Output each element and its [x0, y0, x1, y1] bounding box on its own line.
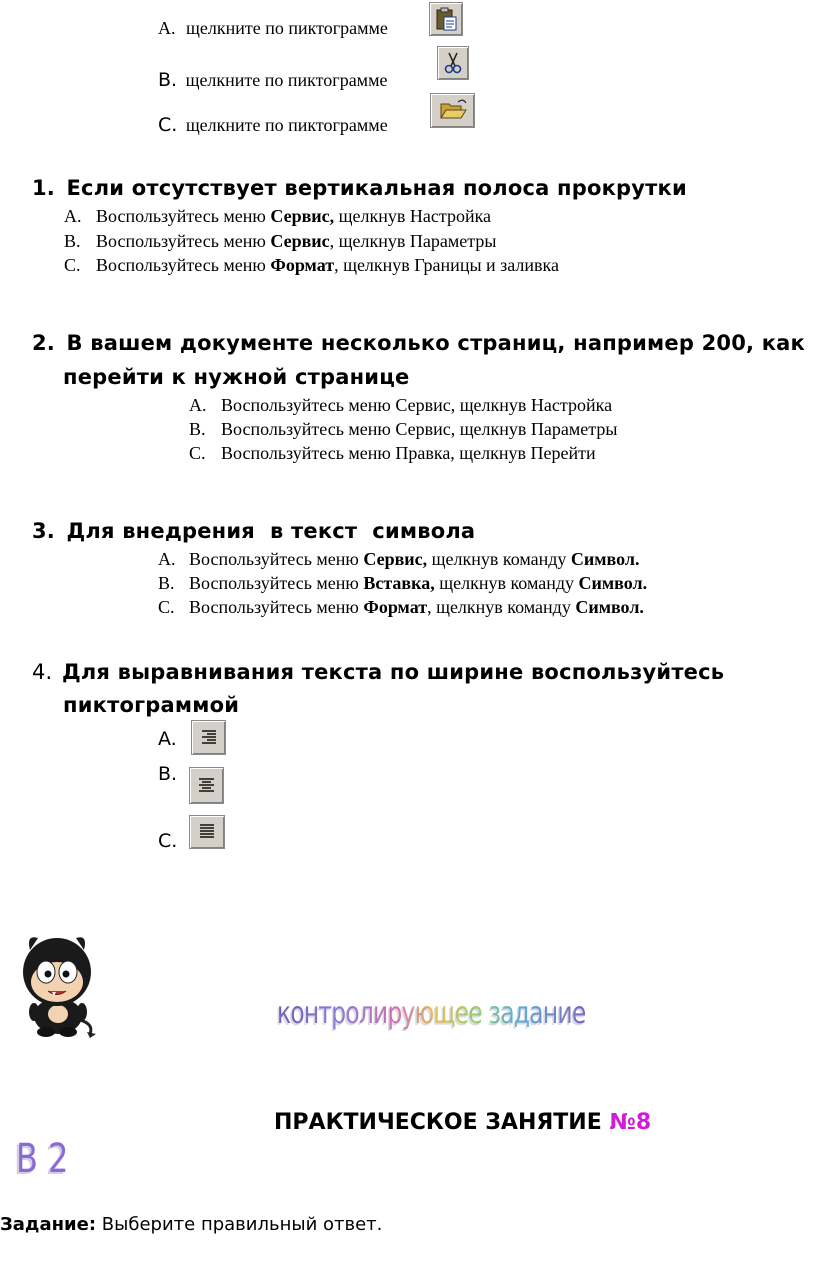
- option-letter: A.: [158, 549, 176, 569]
- option-letter: B.: [64, 231, 81, 251]
- question-text: Если отсутствует вертикальная полоса прокрутки: [66, 176, 687, 200]
- option-text: щелкните по пиктограмме: [185, 70, 388, 90]
- q1-option-a: [64, 204, 491, 228]
- practice-title: [274, 1110, 651, 1135]
- q1-option-b: [64, 229, 496, 253]
- q1-option-c: [64, 253, 559, 277]
- question-text: перейти к нужной странице: [63, 365, 410, 389]
- question-number: 4.: [32, 660, 53, 684]
- option-text: , щелкнув Параметры: [329, 231, 497, 251]
- top-option-a: [158, 16, 388, 40]
- q4-option-a-letter: A.: [158, 728, 177, 750]
- task-label: Задание:: [0, 1214, 97, 1235]
- option-bold: Сервис: [270, 231, 330, 251]
- align-center-icon: [189, 767, 224, 804]
- devil-mascot-image: [10, 928, 102, 1040]
- task-text: Выберите правильный ответ.: [96, 1214, 383, 1235]
- q3-option-c: [158, 595, 644, 619]
- paste-icon: [429, 2, 463, 36]
- practice-number: №8: [609, 1110, 652, 1135]
- variant-label: [16, 1136, 68, 1182]
- option-text: , щелкнув команду: [427, 597, 576, 617]
- option-text: Воспользуйтесь меню: [96, 255, 271, 275]
- question-number: 1.: [32, 176, 55, 200]
- option-bold: Формат: [270, 255, 335, 275]
- q4-option-b-letter: B.: [158, 763, 178, 785]
- option-text: щелкните по пиктограмме: [185, 115, 388, 135]
- option-letter: B.: [189, 419, 206, 439]
- option-bold: Сервис,: [270, 206, 335, 226]
- align-justify-icon: [189, 815, 225, 849]
- option-letter: C.: [64, 255, 81, 275]
- wordart-text: контролирующее задание: [277, 996, 586, 1031]
- option-text: Воспользуйтесь меню: [189, 573, 364, 593]
- top-option-b: [158, 68, 387, 92]
- option-text: щелкнув команду: [434, 573, 579, 593]
- question-2-line2: [63, 360, 409, 394]
- option-letter: C.: [158, 114, 178, 136]
- question-number: 2.: [32, 331, 55, 355]
- option-text: Воспользуйтесь меню: [96, 231, 271, 251]
- q3-option-b: [158, 571, 647, 595]
- question-4: [32, 655, 724, 689]
- q2-option-b: [189, 417, 617, 441]
- task-line: [0, 1214, 382, 1235]
- option-text: щелкнув Настройка: [334, 206, 492, 226]
- question-2: [32, 326, 805, 360]
- option-bold: Символ.: [570, 549, 640, 569]
- question-text: В вашем документе несколько страниц, например 200, как: [66, 331, 806, 355]
- option-text: Воспользуйтесь меню: [96, 206, 271, 226]
- question-text: пиктограммой: [63, 693, 240, 717]
- option-text: Воспользуйтесь меню Правка, щелкнув Перейти: [221, 443, 596, 463]
- option-bold: Вставка,: [363, 573, 435, 593]
- option-bold: Сервис,: [363, 549, 428, 569]
- option-text: Воспользуйтесь меню Сервис, щелкнув Настройка: [221, 395, 613, 415]
- option-letter: A.: [158, 18, 176, 38]
- option-letter: B.: [158, 69, 178, 91]
- practice-title-text: ПРАКТИЧЕСКОЕ ЗАНЯТИЕ: [274, 1110, 610, 1135]
- option-text: Воспользуйтесь меню Сервис, щелкнув Параметры: [221, 419, 618, 439]
- option-text: , щелкнув Границы и заливка: [334, 255, 560, 275]
- scissors-icon: [437, 46, 469, 80]
- option-text: щелкните по пиктограмме: [186, 18, 388, 38]
- open-folder-icon: [430, 93, 475, 128]
- option-text: Воспользуйтесь меню: [189, 549, 364, 569]
- option-text: щелкнув команду: [427, 549, 571, 569]
- question-text: Для выравнивания текста по ширине воспользуйтесь: [61, 660, 725, 684]
- option-letter: C.: [158, 597, 175, 617]
- top-option-c: [158, 113, 388, 137]
- q3-option-a: [158, 547, 640, 571]
- q2-option-a: [189, 393, 612, 417]
- question-1: [32, 171, 687, 205]
- option-text: Воспользуйтесь меню: [189, 597, 364, 617]
- q2-option-c: [189, 441, 596, 465]
- question-number: 3.: [32, 519, 55, 543]
- option-letter: B.: [158, 573, 175, 593]
- question-3: [32, 514, 475, 548]
- variant-text: В 2: [16, 1136, 69, 1182]
- option-bold: Формат: [363, 597, 428, 617]
- option-bold: Символ.: [575, 597, 644, 617]
- question-4-line2: [63, 688, 239, 722]
- q4-option-c-letter: C.: [158, 830, 178, 852]
- option-bold: Символ.: [578, 573, 648, 593]
- question-text: Для внедрения в текст символа: [66, 519, 476, 543]
- align-right-icon: [191, 720, 226, 755]
- option-letter: C.: [189, 443, 206, 463]
- wordart-heading: [277, 996, 585, 1031]
- option-letter: A.: [64, 206, 82, 226]
- option-letter: A.: [189, 395, 207, 415]
